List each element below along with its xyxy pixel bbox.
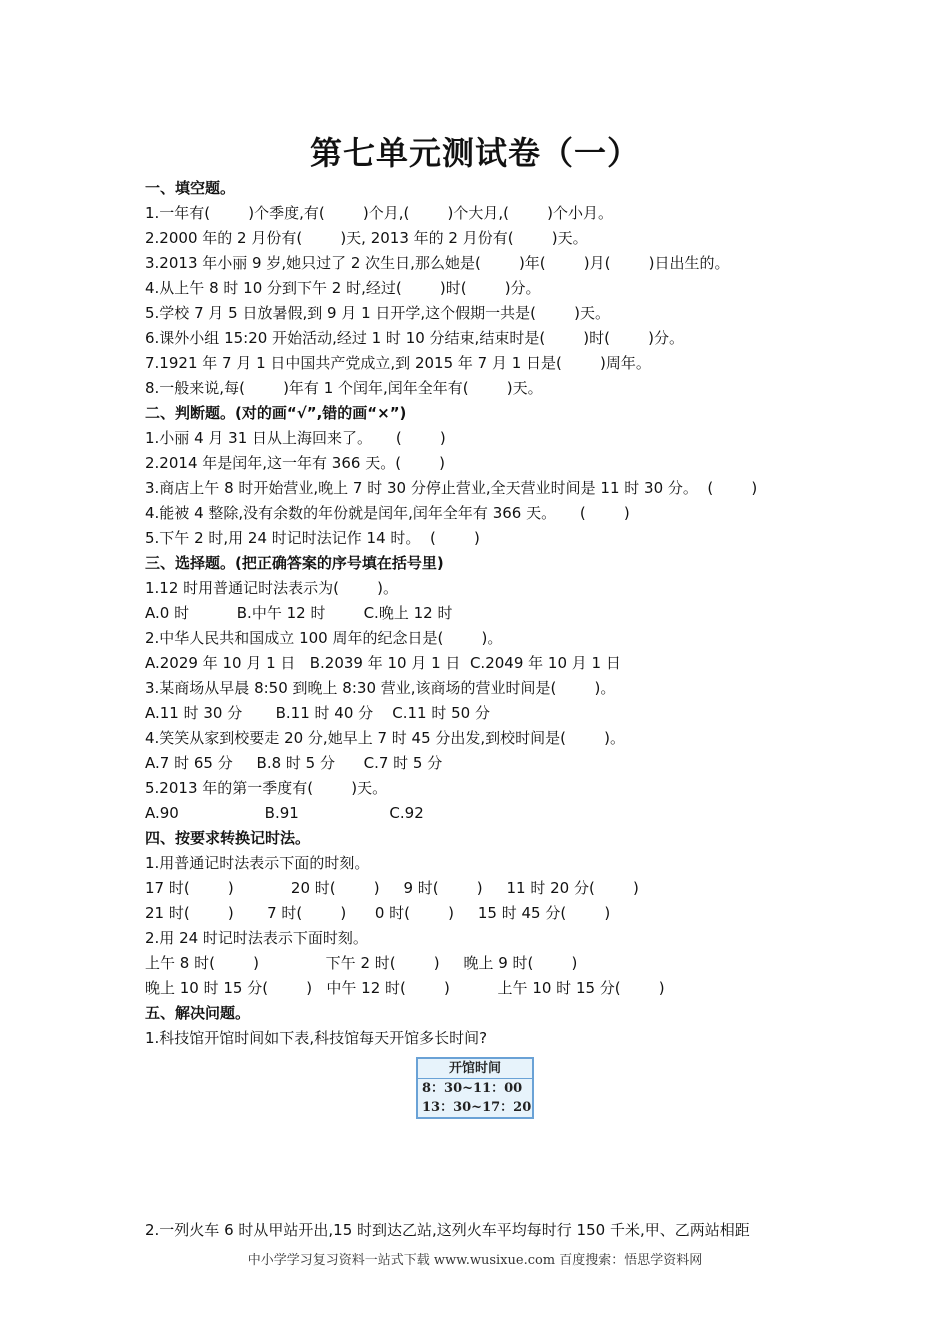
worksheet-body: [145, 176, 835, 1243]
answer-space: [145, 1126, 835, 1218]
table-header: 开馆时间: [418, 1059, 532, 1079]
question-line: 晚上 10 时 15 分( ) 中午 12 时( ) 上午 10 时 15 分( ): [145, 979, 665, 997]
question-line: 上午 8 时( ) 下午 2 时( ) 晚上 9 时( ): [145, 954, 578, 972]
schedule-table-wrap: [145, 1051, 835, 1126]
page-title: 第七单元测试卷（一）: [309, 134, 640, 172]
table-row: 8：30~11：00: [422, 1081, 523, 1096]
section-heading: 二、判断题。(对的画“√”,错的画“×”): [145, 404, 407, 422]
question-line: 1.一年有( )个季度,有( )个月,( )个大月,( )个小月。: [145, 204, 614, 222]
question-line: 5.学校 7 月 5 日放暑假,到 9 月 1 日开学,这个假期一共是( )天。: [145, 304, 611, 322]
question-line: 7.1921 年 7 月 1 日中国共产党成立,到 2015 年 7 月 1 日是( )周年。: [145, 354, 651, 372]
section-heading: 三、选择题。(把正确答案的序号填在括号里): [145, 554, 444, 572]
question-line: 1.用普通记时法表示下面的时刻。: [145, 854, 370, 872]
question-line: A.2029 年 10 月 1 日 B.2039 年 10 月 1 日 C.2049 年 10 月 1 日: [145, 654, 621, 672]
question-line: 3.商店上午 8 时开始营业,晚上 7 时 30 分停止营业,全天营业时间是 11 时 30 分。 ( ): [145, 479, 758, 497]
question-line: A.90 B.91 C.92: [145, 804, 424, 822]
opening-hours-table: [416, 1057, 534, 1119]
question-line: 2.用 24 时记时法表示下面时刻。: [145, 929, 368, 947]
question-line: 2.2014 年是闰年,这一年有 366 天。( ): [145, 454, 446, 472]
question-line: 1.12 时用普通记时法表示为( )。: [145, 579, 399, 597]
table-row: 13：30~17：20: [422, 1100, 532, 1115]
page-footer: 中小学学习复习资料一站式下载 www.wusixue.com 百度搜索：悟思学资料网: [247, 1253, 703, 1268]
question-line: 2.2000 年的 2 月份有( )天, 2013 年的 2 月份有( )天。: [145, 229, 588, 247]
question-sections: [145, 176, 835, 1001]
question-line: 5.下午 2 时,用 24 时记时法记作 14 时。 ( ): [145, 529, 480, 547]
section-heading: 一、填空题。: [145, 179, 236, 197]
problem-1-text: 1.科技馆开馆时间如下表,科技馆每天开馆多长时间?: [145, 1029, 488, 1047]
question-line: 2.中华人民共和国成立 100 周年的纪念日是( )。: [145, 629, 503, 647]
question-line: 4.能被 4 整除,没有余数的年份就是闰年,闰年全年有 366 天。 ( ): [145, 504, 630, 522]
question-line: 4.笑笑从家到校要走 20 分,她早上 7 时 45 分出发,到校时间是( )。: [145, 729, 626, 747]
question-line: 5.2013 年的第一季度有( )天。: [145, 779, 388, 797]
question-line: 17 时( ) 20 时( ) 9 时( ) 11 时 20 分( ): [145, 879, 639, 897]
question-line: 8.一般来说,每( )年有 1 个闰年,闰年全年有( )天。: [145, 379, 543, 397]
problem-2-text: 2.一列火车 6 时从甲站开出,15 时到达乙站,这列火车平均每时行 150 千米,甲、乙两站相距: [145, 1221, 750, 1239]
section-heading: 四、按要求转换记时法。: [145, 829, 311, 847]
question-line: 6.课外小组 15:20 开始活动,经过 1 时 10 分结束,结束时是( )时( )分。: [145, 329, 685, 347]
question-line: 21 时( ) 7 时( ) 0 时( ) 15 时 45 分( ): [145, 904, 611, 922]
section-heading-problems: 五、解决问题。: [145, 1004, 251, 1022]
question-line: 3.某商场从早晨 8:50 到晚上 8:30 营业,该商场的营业时间是( )。: [145, 679, 616, 697]
question-line: 1.小丽 4 月 31 日从上海回来了。 ( ): [145, 429, 446, 447]
question-line: A.7 时 65 分 B.8 时 5 分 C.7 时 5 分: [145, 754, 443, 772]
question-line: 4.从上午 8 时 10 分到下午 2 时,经过( )时( )分。: [145, 279, 541, 297]
question-line: 3.2013 年小丽 9 岁,她只过了 2 次生日,那么她是( )年( )月( )日出生的。: [145, 254, 730, 272]
question-line: A.0 时 B.中午 12 时 C.晚上 12 时: [145, 604, 453, 622]
question-line: A.11 时 30 分 B.11 时 40 分 C.11 时 50 分: [145, 704, 490, 722]
